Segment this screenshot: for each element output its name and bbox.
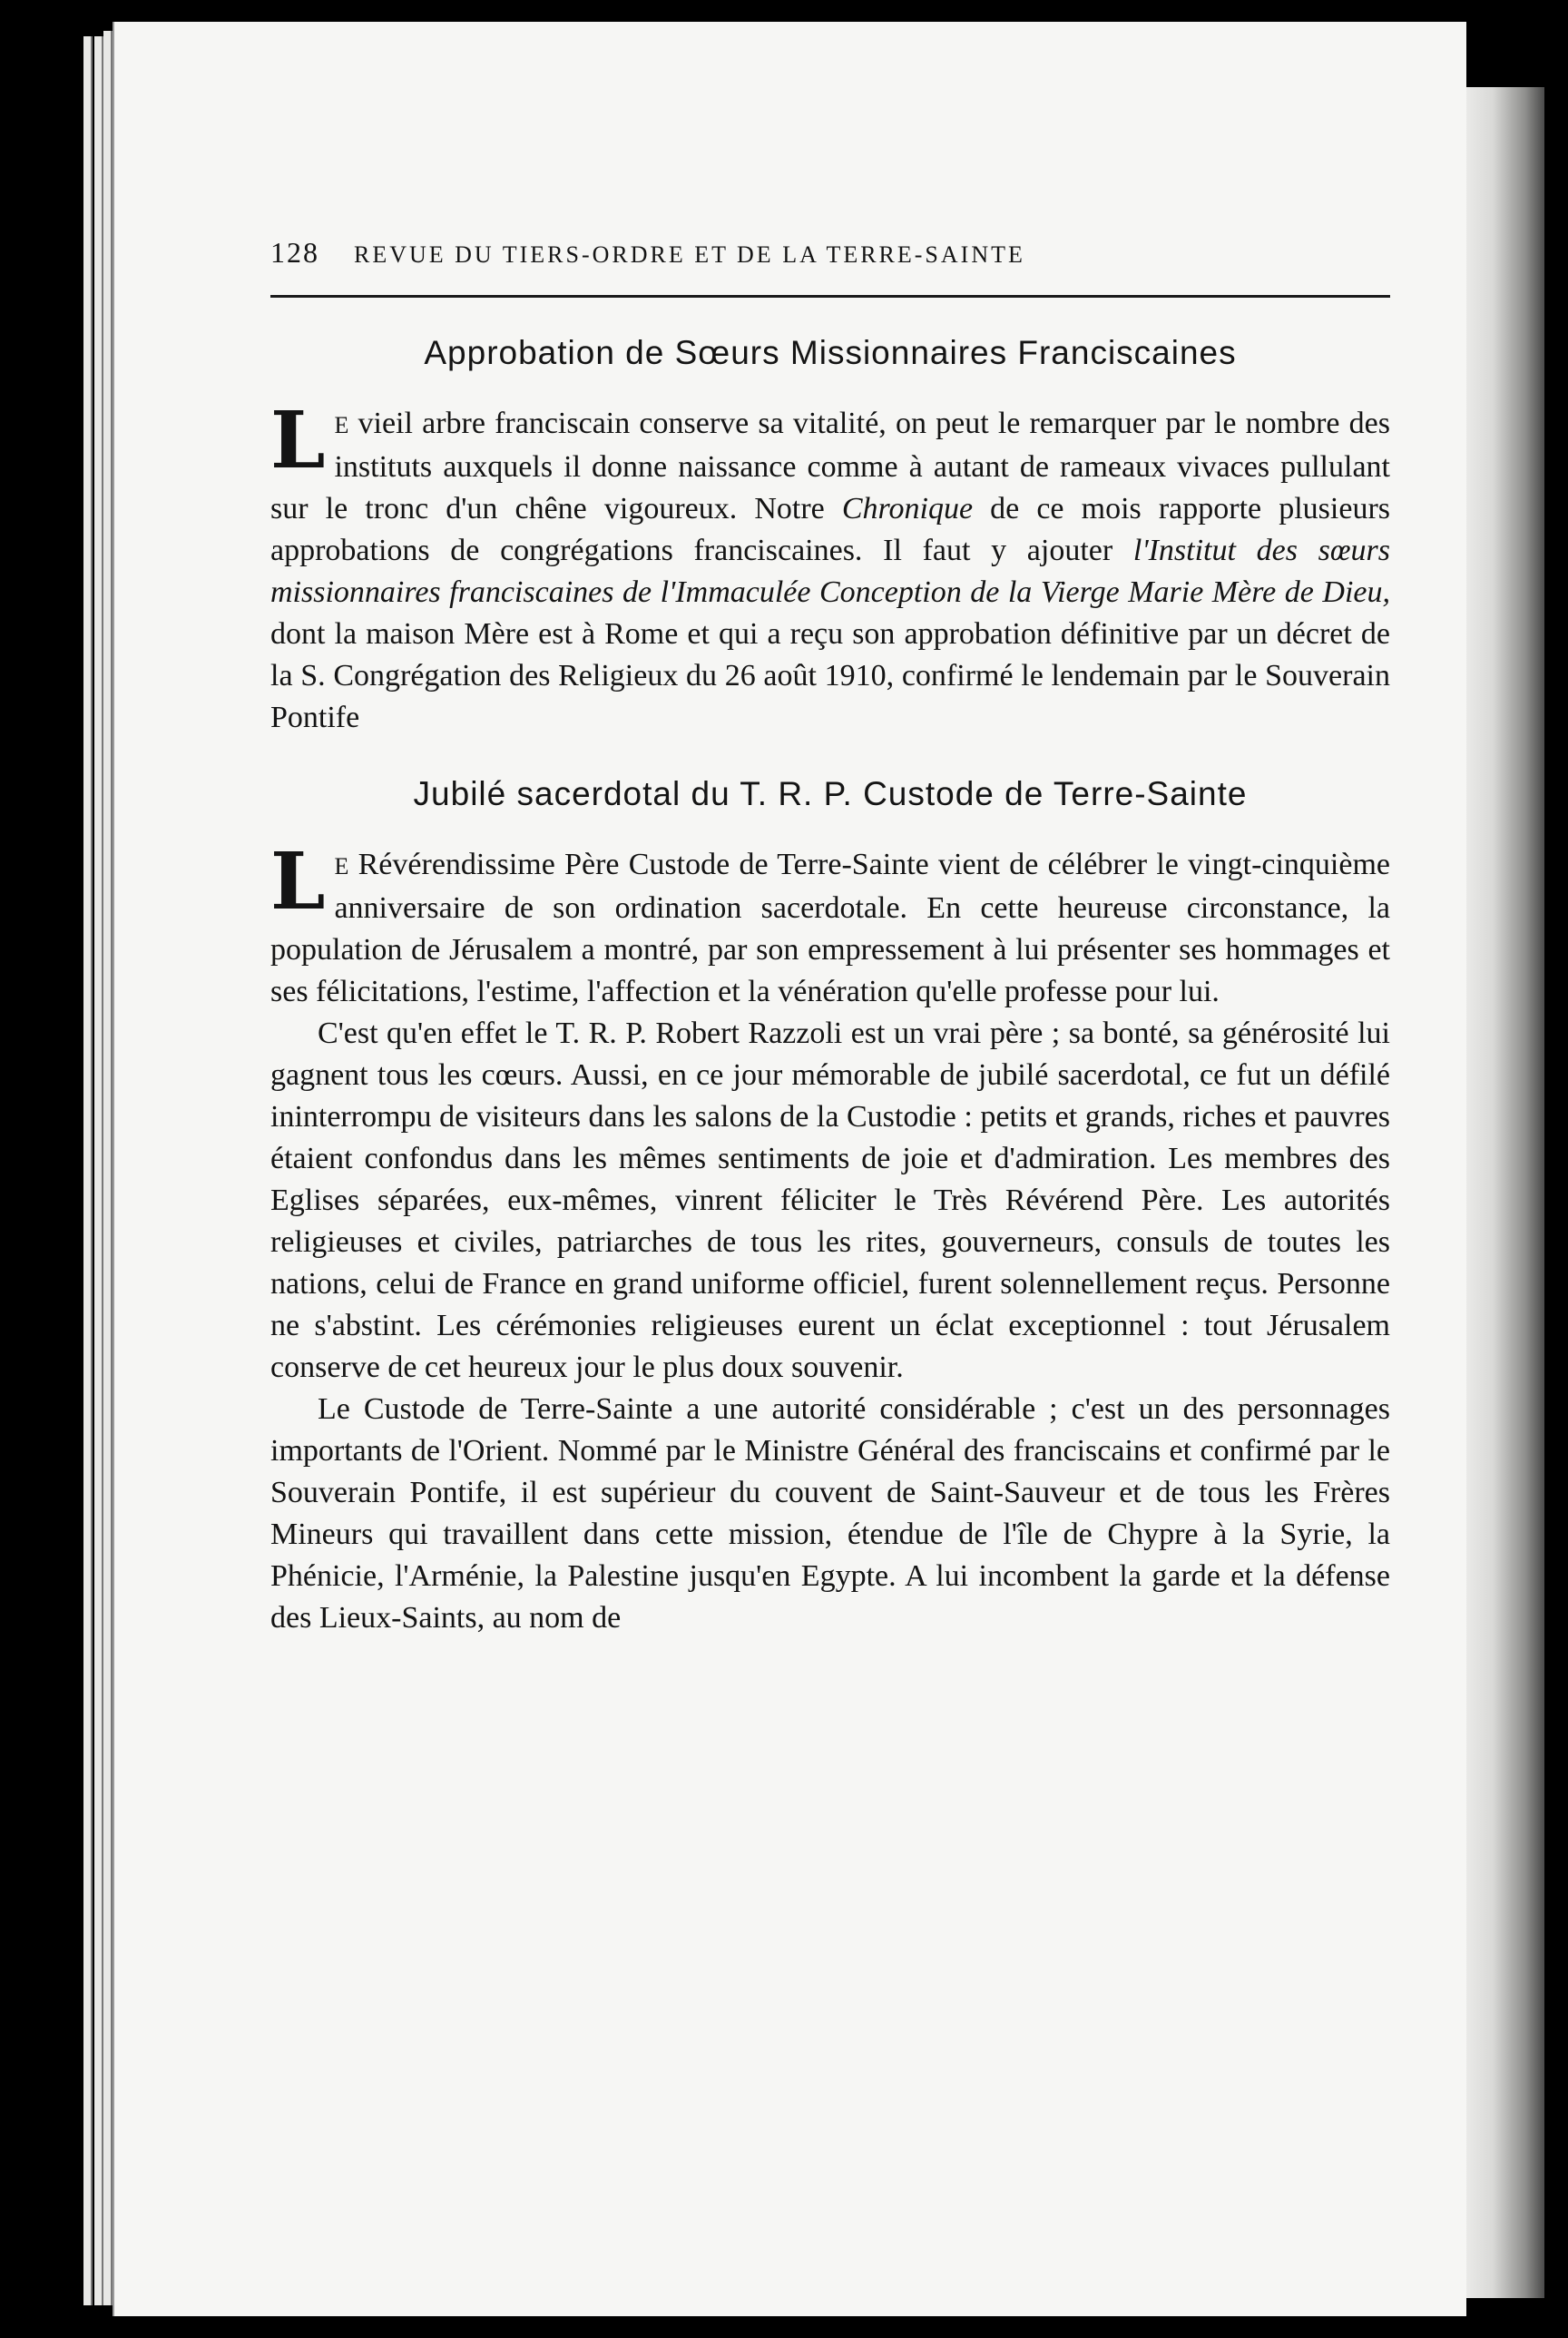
page-edge xyxy=(83,36,93,2305)
small-cap: E xyxy=(334,412,349,438)
paragraph-text: de ce mois rapporte plusieurs approbations de congrégations franciscaines. Il faut y ajouter xyxy=(270,492,1391,567)
article-paragraph: C'est qu'en effet le T. R. P. Robert Razzoli est un vrai père ; sa bonté, sa générosité lui gagnent tous les cœurs. Aussi, en ce jour mémorable de jubilé sacerdotal, ce fut un défilé ininterrompu de visiteurs dans les salons de la Custodie : petits et grands, riches et pauvres étaient confondus dans les mêmes sentiments de joie et d'admiration. Les membres des Eglises séparées, eux-mêmes, vinrent féliciter le Très Révérend Père. Les autorités religieuses et civiles, patriarches de tous les rites, gouverneurs, consuls de toutes les nations, celui de France en grand uniforme officiel, furent solennellement reçus. Personne ne s'abstint. Les cérémonies religieuses eurent un éclat exceptionnel : tout Jérusalem conserve de cet heureux jour le plus doux souvenir. xyxy=(270,1017,1390,1384)
page-content xyxy=(270,236,1390,1639)
paragraph-text: dont la maison Mère est à Rome et qui a reçu son approbation définitive par un décret de la S. Congrégation des Religieux du 26 août 1910, confirmé le lendemain par le Souverain Pontife xyxy=(270,617,1390,734)
paragraph-text: Révérendissime Père Custode de Terre-Sainte vient de célébrer le vingt-cinquième anniversaire de son ordination sacerdotale. En cette heureuse circonstance, la population de Jérusalem a montré, par son empressement à lui présenter ses hommages et ses félicitations, l'estime, l'affection et la vénération qu'elle professe pour lui. xyxy=(270,848,1390,1008)
drop-cap: L xyxy=(270,395,326,486)
page-edge xyxy=(94,36,103,2305)
drop-cap: L xyxy=(270,836,326,928)
small-cap: E xyxy=(334,853,349,879)
italic-text: Chronique xyxy=(841,492,974,526)
article-title-jubile: Jubilé sacerdotal du T. R. P. Custode de Terre-Sainte xyxy=(413,775,1248,812)
running-title: REVUE DU TIERS-ORDRE ET DE LA TERRE-SAINTE xyxy=(354,241,1025,268)
article-paragraph xyxy=(270,395,1391,739)
book-page xyxy=(113,22,1466,2316)
article-paragraph: Le Custode de Terre-Sainte a une autorité considérable ; c'est un des personnages importants de l'Orient. Nommé par le Ministre Général des franciscains et confirmé par le Souverain Pontife, il est supérieur du couvent de Saint-Sauveur et de tous les Frères Mineurs qui travaillent dans cette mission, étendue de l'île de Chypre à la Syrie, la Phénicie, l'Arménie, la Palestine jusqu'en Egypte. A lui incombent la garde et la défense des Lieux-Saints, au nom de xyxy=(270,1392,1390,1635)
page-number: 128 xyxy=(270,236,319,269)
article-paragraph xyxy=(270,836,1390,1013)
running-header xyxy=(270,236,1390,298)
italic-text: l'Institut des sœurs missionnaires franciscaines de l'Immaculée Conception de la Vierge Marie Mère de Dieu, xyxy=(270,534,1390,609)
article-title-approbation: Approbation de Sœurs Missionnaires Franciscaines xyxy=(424,334,1237,371)
paragraph-text: vieil arbre franciscain conserve sa vitalité, on peut le remarquer par le nombre des instituts auxquels il donne naissance comme à autant de rameaux vivaces pullulant sur le tronc d'un chêne vigoureux. Notre xyxy=(270,407,1390,526)
page-edge xyxy=(103,31,113,2305)
